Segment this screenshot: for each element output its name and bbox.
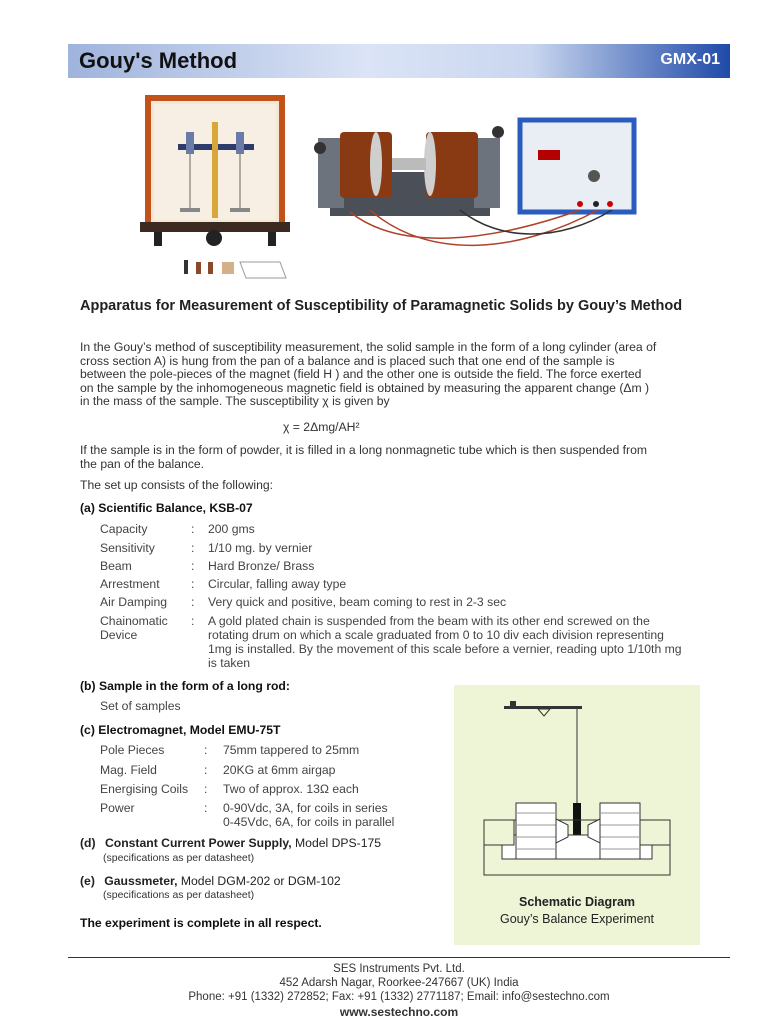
spec-label: Chainomatic: [100, 614, 168, 628]
spec-value: 75mm tappered to 25mm: [223, 743, 360, 757]
section-e-model: Model DGM-202 or DGM-102: [177, 874, 341, 888]
footer-company: SES Instruments Pvt. Ltd.: [333, 963, 465, 975]
section-d-title: Constant Current Power Supply,: [104, 836, 292, 850]
spec-colon: :: [191, 614, 195, 628]
intro-line: between the pole-pieces of the magnet (field H ) and the other one is outside the field. The force exerted: [80, 367, 642, 382]
spec-colon: :: [191, 595, 195, 609]
spec-value: 1/10 mg. by vernier: [208, 541, 313, 555]
spec-value: Circular, falling away type: [208, 577, 347, 591]
intro-paragraph: [80, 341, 720, 409]
apparatus-photo: [140, 92, 640, 284]
spec-value: Very quick and positive, beam coming to rest in 2-3 sec: [208, 595, 507, 609]
footer-website[interactable]: www.sestechno.com: [339, 1005, 459, 1019]
main-heading: Apparatus for Measurement of Susceptibility of Paramagnetic Solids by Gouy’s Method: [80, 298, 683, 314]
spec-value-line: A gold plated chain is suspended from the beam with its other end screwed on the: [208, 614, 650, 628]
spec-colon: :: [204, 782, 208, 796]
spec-label: Air Damping: [100, 595, 168, 609]
spec-label-cont: Device: [100, 628, 138, 642]
schematic-title: Schematic Diagram: [518, 895, 636, 909]
spec-label: Pole Pieces: [100, 743, 165, 757]
balance-spec-list: [100, 522, 720, 672]
spec-label: Capacity: [100, 522, 148, 536]
spec-value: [223, 801, 394, 829]
powder-line: If the sample is in the form of powder, it is filled in a long nonmagnetic tube which is then suspended from: [80, 443, 648, 457]
spec-label: Mag. Field: [100, 763, 157, 777]
spec-colon: :: [204, 801, 208, 815]
intro-line: on the sample by the inhomogeneous magnetic field is obtained by measuring the apparent change (Δm ): [80, 380, 650, 395]
schematic-panel: [454, 685, 700, 945]
intro-line: in the mass of the sample. The susceptibility χ is given by: [80, 394, 390, 409]
section-b-text: Set of samples: [100, 699, 181, 713]
electromagnet-spec-list: [100, 743, 440, 833]
intro-line: cross section A) is hung from the pan of a balance and is placed such that one end of the sample is: [80, 353, 615, 368]
section-d: [80, 836, 381, 850]
spec-colon: :: [191, 541, 195, 555]
spec-label: Power: [100, 801, 135, 815]
section-d-prefix: (d): [80, 836, 96, 850]
spec-label: Sensitivity: [100, 541, 155, 555]
section-e-prefix: (e): [80, 874, 95, 888]
spec-value: [208, 614, 723, 670]
section-a-title: (a) Scientific Balance, KSB-07: [80, 501, 253, 515]
spec-value: Hard Bronze/ Brass: [208, 559, 315, 573]
spec-colon: :: [191, 559, 195, 573]
spec-label: Energising Coils: [100, 782, 189, 796]
spec-value-line: 1mg is installed. By the movement of this scale before a vernier, reading upto 1/10th mg: [208, 642, 682, 656]
section-e-title: Gaussmeter,: [104, 874, 178, 888]
spec-value: 200 gms: [208, 522, 255, 536]
spec-value-line: is taken: [208, 656, 251, 670]
section-d-model: Model DPS-175: [291, 836, 382, 850]
product-code: GMX-01: [660, 51, 720, 68]
completion-note: The experiment is complete in all respect.: [80, 916, 322, 930]
footer-address: 452 Adarsh Nagar, Roorkee-247667 (UK) India: [279, 977, 519, 989]
spec-colon: :: [204, 763, 208, 777]
footer-divider: [68, 957, 730, 958]
spec-label: Beam: [100, 559, 132, 573]
power-supply-photo: [520, 120, 634, 212]
powder-line: the pan of the balance.: [80, 456, 205, 471]
spec-value-line: 0-90Vdc, 3A, for coils in series: [223, 801, 388, 815]
footer-contact: Phone: +91 (1332) 272852; Fax: +91 (1332) 2771187; Email: info@sestechno.com: [188, 991, 610, 1003]
setup-intro: The set up consists of the following:: [80, 478, 274, 492]
spec-label: Arrestment: [100, 577, 160, 591]
electromagnet-photo: [314, 126, 504, 216]
susceptibility-formula: χ = 2Δmg/AH²: [283, 420, 360, 434]
section-c-title: (c) Electromagnet, Model EMU-75T: [80, 723, 281, 737]
section-e: [80, 874, 341, 888]
spec-value-line: 0-45Vdc, 6A, for coils in parallel: [223, 815, 395, 829]
spec-value: 20KG at 6mm airgap: [223, 763, 336, 777]
schematic-drawing: [454, 685, 700, 885]
page-title: Gouy's Method: [79, 48, 238, 73]
balance-photo: [140, 98, 290, 278]
spec-colon: :: [191, 577, 195, 591]
spec-value-line: rotating drum on which a scale graduated from 0 to 10 div each division representing: [208, 628, 664, 642]
schematic-subtitle: Gouy’s Balance Experiment: [499, 912, 655, 926]
spec-colon: :: [204, 743, 208, 757]
section-b-title: (b) Sample in the form of a long rod:: [80, 679, 290, 693]
powder-paragraph: [80, 444, 720, 471]
intro-line: In the Gouy’s method of susceptibility measurement, the solid sample in the form of a long cylinder (area of: [80, 340, 657, 354]
spec-value: Two of approx. 13Ω each: [223, 782, 359, 796]
section-d-note: (specifications as per datasheet): [103, 852, 255, 864]
spec-colon: :: [191, 522, 195, 536]
section-e-note: (specifications as per datasheet): [103, 889, 255, 901]
